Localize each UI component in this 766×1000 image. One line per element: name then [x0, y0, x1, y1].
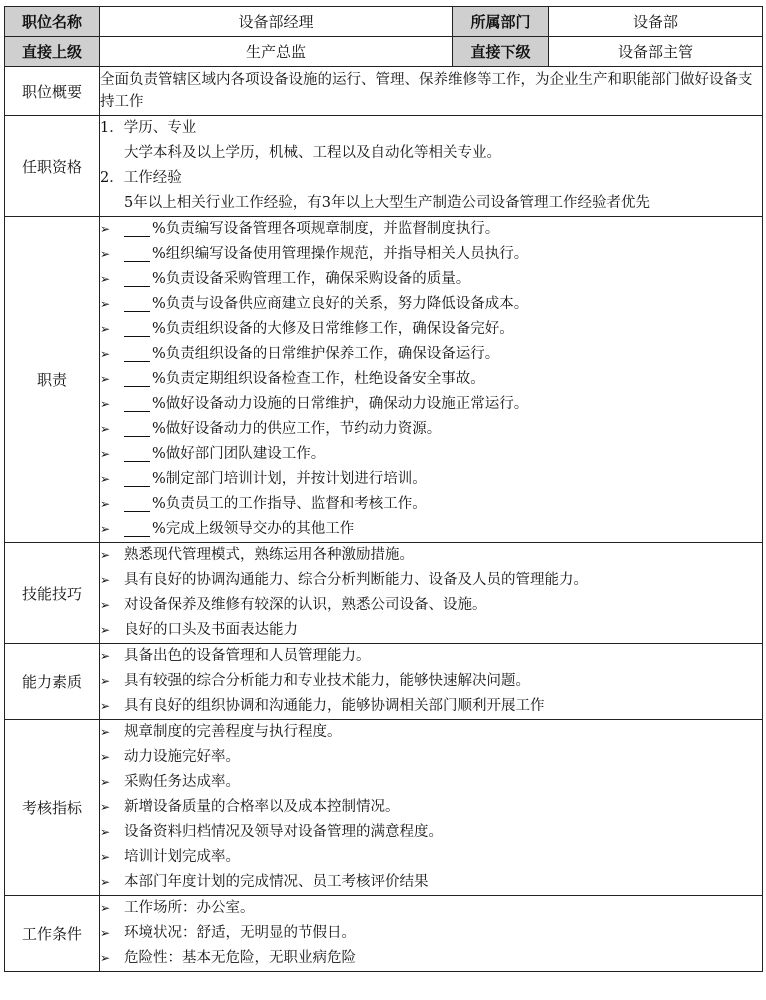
- conditions-list: [100, 896, 763, 972]
- list-item-text: %负责编写设备管理各项规章制度，并监督制度执行。: [152, 221, 500, 237]
- abilities-label: 能力素质: [5, 644, 100, 720]
- direct-subordinate-value: 设备部主管: [549, 37, 763, 67]
- list-item: [100, 770, 762, 795]
- kpi-row: [5, 720, 763, 896]
- list-item-text: 动力设施完好率。: [124, 749, 240, 765]
- bullet-arrow-icon: ➢: [100, 649, 111, 663]
- list-item: [100, 517, 762, 542]
- list-item: [100, 820, 762, 845]
- list-item: [100, 946, 762, 971]
- bullet-arrow-icon: ➢: [100, 372, 111, 386]
- percentage-blank: [124, 397, 150, 412]
- header-row-1: [5, 7, 763, 37]
- direct-superior-label: 直接上级: [5, 37, 100, 67]
- percentage-blank: [124, 247, 150, 262]
- list-item-text: 培训计划完成率。: [124, 849, 240, 865]
- list-item-text: %完成上级领导交办的其他工作: [152, 521, 355, 537]
- list-item: [100, 669, 762, 694]
- bullet-arrow-icon: ➢: [100, 598, 111, 612]
- summary-text: 全面负责管辖区域内各项设备设施的运行、管理、保养维修等工作，为企业生产和职能部门做好设备支持工作: [100, 72, 753, 110]
- percentage-blank: [124, 222, 150, 237]
- percentage-blank: [124, 322, 150, 337]
- bullet-arrow-icon: ➢: [100, 623, 111, 637]
- bullet-arrow-icon: ➢: [100, 397, 111, 411]
- list-item: [100, 593, 762, 618]
- list-item-text: 具备出色的设备管理和人员管理能力。: [124, 648, 371, 664]
- list-item: [100, 342, 762, 367]
- list-item: [100, 694, 762, 719]
- list-item-text: 采购任务达成率。: [124, 774, 240, 790]
- duties-row: [5, 217, 763, 543]
- list-item: [100, 267, 762, 292]
- header-row-2: [5, 37, 763, 67]
- bullet-arrow-icon: ➢: [100, 297, 111, 311]
- list-item: [100, 618, 762, 643]
- qualification-education-text: 大学本科及以上学历，机械、工程以及自动化等相关专业。: [124, 145, 501, 161]
- bullet-arrow-icon: ➢: [100, 901, 111, 915]
- list-item-text: %负责与设备供应商建立良好的关系，努力降低设备成本。: [152, 296, 529, 312]
- bullet-arrow-icon: ➢: [100, 699, 111, 713]
- list-item-text: %负责组织设备的大修及日常维修工作，确保设备完好。: [152, 321, 514, 337]
- list-item-text: 环境状况：舒适，无明显的节假日。: [124, 925, 356, 941]
- summary-row: [5, 67, 763, 116]
- list-item: [100, 720, 762, 745]
- department-label: 所属部门: [453, 7, 549, 37]
- list-item-text: 规章制度的完善程度与执行程度。: [124, 724, 342, 740]
- skills-label: 技能技巧: [5, 543, 100, 644]
- list-item-text: 本部门年度计划的完成情况、员工考核评价结果: [124, 874, 429, 890]
- position-name-value: 设备部经理: [100, 7, 453, 37]
- list-item-text: %组织编写设备使用管理操作规范，并指导相关人员执行。: [152, 246, 529, 262]
- bullet-arrow-icon: ➢: [100, 775, 111, 789]
- percentage-blank: [124, 447, 150, 462]
- bullet-arrow-icon: ➢: [100, 447, 111, 461]
- list-item: [100, 870, 762, 895]
- list-item: [100, 442, 762, 467]
- bullet-arrow-icon: ➢: [100, 522, 111, 536]
- abilities-row: [5, 644, 763, 720]
- bullet-arrow-icon: ➢: [100, 573, 111, 587]
- list-item: [100, 921, 762, 946]
- conditions-label: 工作条件: [5, 896, 100, 972]
- percentage-blank: [124, 497, 150, 512]
- list-item: [100, 317, 762, 342]
- kpi-list: [100, 720, 763, 896]
- bullet-arrow-icon: ➢: [100, 951, 111, 965]
- bullet-arrow-icon: ➢: [100, 222, 111, 236]
- list-item-text: 设备资料归档情况及领导对设备管理的满意程度。: [124, 824, 443, 840]
- list-item-text: %做好设备动力设施的日常维护，确保动力设施正常运行。: [152, 396, 529, 412]
- list-item-text: 对设备保养及维修有较深的认识，熟悉公司设备、设施。: [124, 597, 487, 613]
- skills-list: [100, 543, 763, 644]
- list-item-text: %负责定期组织设备检查工作，杜绝设备安全事故。: [152, 371, 485, 387]
- list-item: [100, 392, 762, 417]
- percentage-blank: [124, 472, 150, 487]
- direct-superior-value: 生产总监: [100, 37, 453, 67]
- department-value: 设备部: [549, 7, 763, 37]
- bullet-arrow-icon: ➢: [100, 247, 111, 261]
- list-item: [100, 217, 762, 242]
- list-item: [100, 896, 762, 921]
- list-item-text: %制定部门培训计划，并按计划进行培训。: [152, 471, 427, 487]
- duties-list: [100, 217, 763, 543]
- abilities-list: [100, 644, 763, 720]
- percentage-blank: [124, 522, 150, 537]
- list-item-text: 危险性：基本无危险，无职业病危险: [124, 950, 356, 966]
- skills-row: [5, 543, 763, 644]
- percentage-blank: [124, 272, 150, 287]
- list-item-text: 良好的口头及书面表达能力: [124, 622, 298, 638]
- bullet-arrow-icon: ➢: [100, 674, 111, 688]
- duties-label: 职责: [5, 217, 100, 543]
- qualification-experience-title: 2．工作经验: [100, 170, 182, 186]
- list-item: [100, 367, 762, 392]
- conditions-row: [5, 896, 763, 972]
- list-item: [100, 543, 762, 568]
- list-item: [100, 644, 762, 669]
- bullet-arrow-icon: ➢: [100, 800, 111, 814]
- bullet-arrow-icon: ➢: [100, 750, 111, 764]
- list-item: [100, 417, 762, 442]
- percentage-blank: [124, 422, 150, 437]
- bullet-arrow-icon: ➢: [100, 347, 111, 361]
- list-item-text: %负责设备采购管理工作，确保采购设备的质量。: [152, 271, 471, 287]
- bullet-arrow-icon: ➢: [100, 725, 111, 739]
- qualification-experience-text: 5年以上相关行业工作经验，有3年以上大型生产制造公司设备管理工作经验者优先: [124, 195, 650, 211]
- bullet-arrow-icon: ➢: [100, 875, 111, 889]
- bullet-arrow-icon: ➢: [100, 422, 111, 436]
- percentage-blank: [124, 372, 150, 387]
- job-description-table: [4, 6, 763, 972]
- list-item-text: 工作场所：办公室。: [124, 900, 255, 916]
- list-item-text: 新增设备质量的合格率以及成本控制情况。: [124, 799, 400, 815]
- list-item: [100, 795, 762, 820]
- kpi-label: 考核指标: [5, 720, 100, 896]
- bullet-arrow-icon: ➢: [100, 825, 111, 839]
- summary-label: 职位概要: [5, 67, 100, 116]
- bullet-arrow-icon: ➢: [100, 850, 111, 864]
- bullet-arrow-icon: ➢: [100, 497, 111, 511]
- percentage-blank: [124, 297, 150, 312]
- bullet-arrow-icon: ➢: [100, 548, 111, 562]
- list-item: [100, 492, 762, 517]
- list-item: [100, 467, 762, 492]
- list-item-text: %做好部门团队建设工作。: [152, 446, 326, 462]
- list-item: [100, 242, 762, 267]
- list-item: [100, 845, 762, 870]
- position-name-label: 职位名称: [5, 7, 100, 37]
- qualification-education-title: 1．学历、专业: [100, 120, 197, 136]
- bullet-arrow-icon: ➢: [100, 272, 111, 286]
- qualifications-label: 任职资格: [5, 116, 100, 217]
- list-item-text: %负责员工的工作指导、监督和考核工作。: [152, 496, 427, 512]
- bullet-arrow-icon: ➢: [100, 472, 111, 486]
- list-item-text: 熟悉现代管理模式，熟练运用各种激励措施。: [124, 547, 414, 563]
- list-item-text: 具有良好的协调沟通能力、综合分析判断能力、设备及人员的管理能力。: [124, 572, 588, 588]
- list-item: [100, 292, 762, 317]
- list-item-text: 具有良好的组织协调和沟通能力，能够协调相关部门顺利开展工作: [124, 698, 545, 714]
- bullet-arrow-icon: ➢: [100, 322, 111, 336]
- list-item-text: %做好设备动力的供应工作，节约动力资源。: [152, 421, 442, 437]
- direct-subordinate-label: 直接下级: [453, 37, 549, 67]
- list-item-text: %负责组织设备的日常维护保养工作，确保设备运行。: [152, 346, 500, 362]
- list-item-text: 具有较强的综合分析能力和专业技术能力，能够快速解决问题。: [124, 673, 530, 689]
- qualifications-row: [5, 116, 763, 217]
- percentage-blank: [124, 347, 150, 362]
- bullet-arrow-icon: ➢: [100, 926, 111, 940]
- list-item: [100, 568, 762, 593]
- list-item: [100, 745, 762, 770]
